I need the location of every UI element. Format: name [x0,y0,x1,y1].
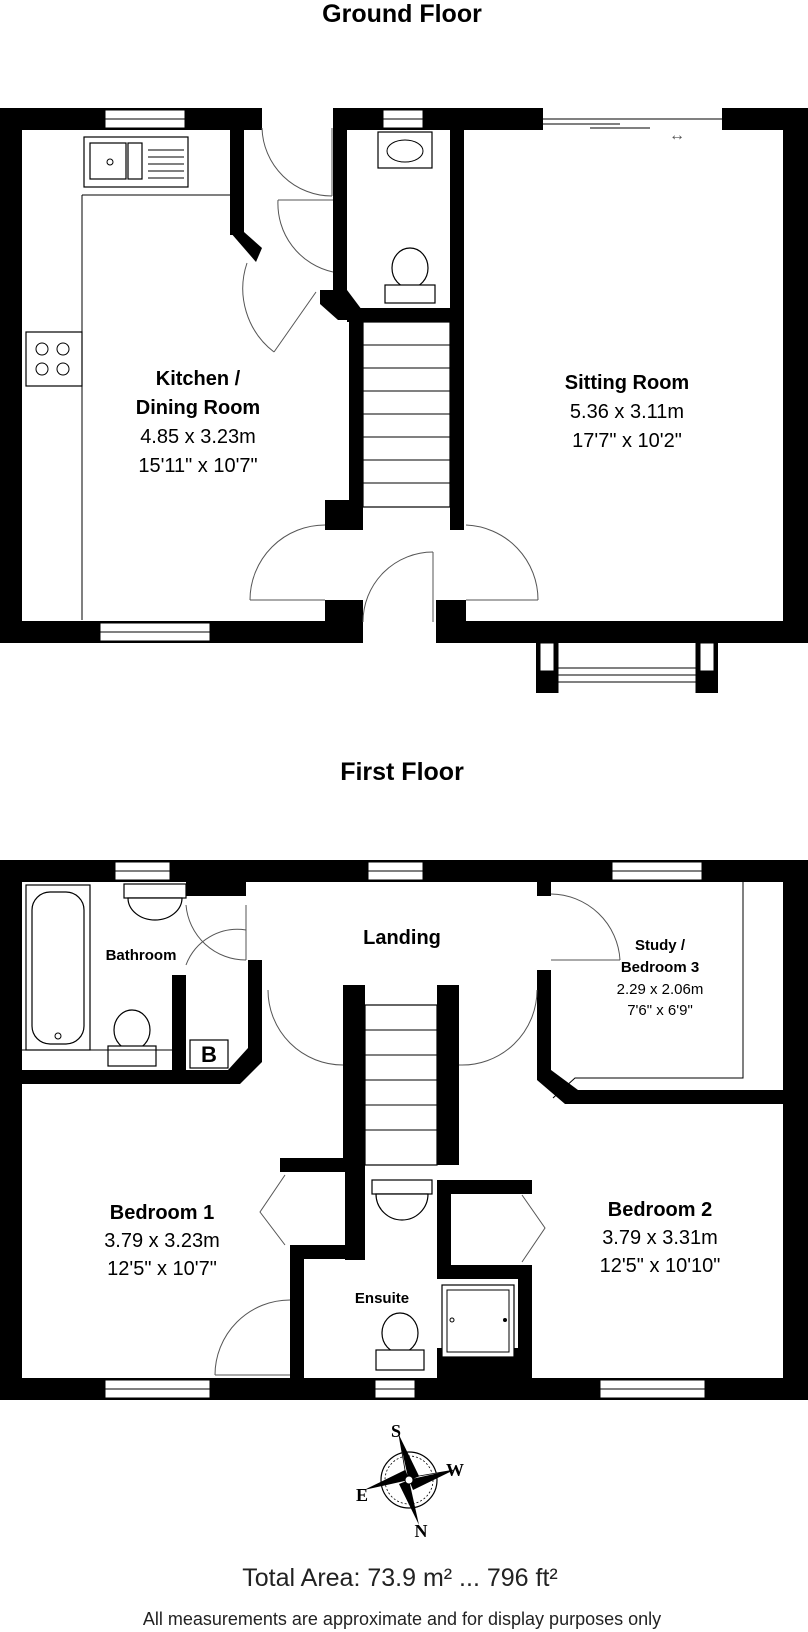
study-imperial: 7'6" x 6'9" [627,1002,693,1019]
compass-s: S [390,1421,402,1441]
total-area: Total Area: 73.9 m² ... 796 ft² [242,1564,558,1592]
bedroom-1-imperial: 12'5" x 10'7" [107,1258,217,1280]
bathroom-fixtures [22,884,228,1068]
first-floor-title: First Floor [340,758,464,786]
bathroom-label: Bathroom [105,947,177,964]
kitchen-metric: 4.85 x 3.23m [140,426,256,448]
ground-floor-title: Ground Floor [322,0,482,28]
compass-w: W [446,1460,464,1480]
bedroom-2-metric: 3.79 x 3.31m [602,1227,718,1249]
study-metric: 2.29 x 2.06m [616,981,704,998]
svg-text:↔: ↔ [669,127,685,144]
disclaimer: All measurements are approximate and for display purposes only [142,1609,662,1629]
sitting-room-metric: 5.36 x 3.11m [569,401,685,423]
study-name-line2: Bedroom 3 [620,959,700,976]
kitchen-name-line2: Dining Room [135,397,261,419]
study-name-line1: Study / [634,937,686,954]
kitchen-imperial: 15'11" x 10'7" [138,455,258,477]
bedroom-1-name: Bedroom 1 [109,1202,215,1224]
ground-floor-stairs [363,322,450,507]
sitting-room-name: Sitting Room [564,372,690,394]
kitchen-name-line1: Kitchen / [155,368,241,390]
bedroom-2-name: Bedroom 2 [607,1199,713,1221]
kitchen-dining-room-label [136,368,260,477]
ensuite-label: Ensuite [354,1290,410,1307]
first-floor-stairs [365,1005,437,1165]
compass-n: N [414,1521,428,1541]
wc-fixtures [378,132,435,303]
bedroom-1-metric: 3.79 x 3.23m [104,1230,220,1252]
compass-e: E [355,1485,369,1505]
boiler-label: B [201,1042,217,1067]
compass-rose [356,1421,464,1541]
landing-label: Landing [363,927,441,949]
bedroom-2-imperial: 12'5" x 10'10" [599,1255,721,1277]
sitting-room-imperial: 17'7" x 10'2" [572,430,682,452]
sitting-room-label [565,372,689,452]
